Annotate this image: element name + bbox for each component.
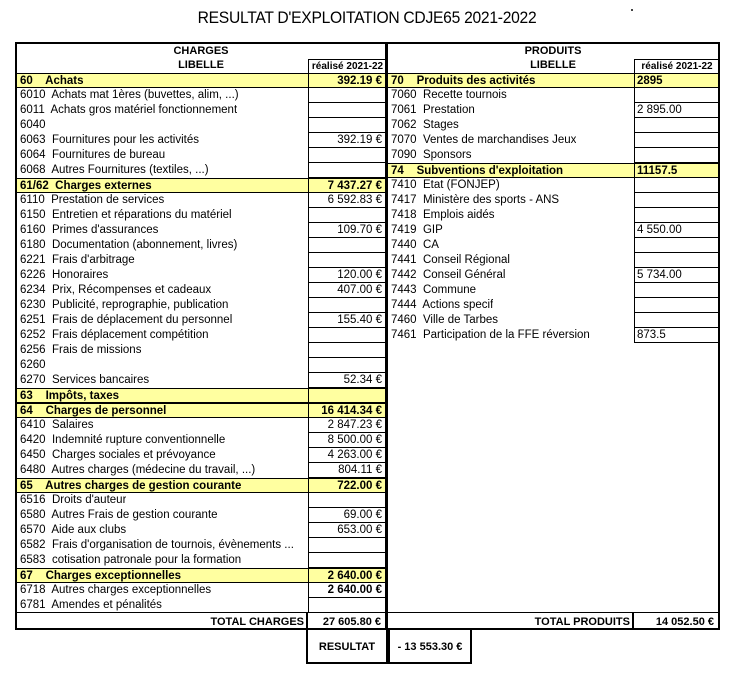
total-charges-value: 27 605.80 €	[306, 612, 387, 630]
charges-row-value: 155.40 €	[308, 313, 386, 328]
charges-category-row	[17, 178, 385, 193]
charges-row-value: 69.00 €	[308, 508, 386, 523]
charges-row-label: 6256 Frais de missions	[20, 344, 142, 356]
charges-table-row	[17, 208, 385, 223]
produits-row-value	[634, 253, 719, 268]
charges-row-value	[308, 358, 386, 373]
charges-table-row	[17, 253, 385, 268]
produits-row-value	[634, 88, 719, 103]
charges-row-label: 6011 Achats gros matériel fonctionnement	[20, 104, 238, 116]
charges-row-value	[308, 328, 386, 343]
charges-row-value	[308, 148, 386, 163]
charges-row-label: 6040	[20, 119, 46, 131]
produits-row-label: 74 Subventions d'exploitation	[391, 165, 564, 177]
charges-table-row	[17, 313, 385, 328]
produits-table-row	[388, 268, 718, 283]
produits-row-label: 7444 Actions specif	[391, 299, 494, 311]
produits-row-value	[634, 238, 719, 253]
charges-table-row	[17, 493, 385, 508]
charges-row-label: 6221 Frais d'arbitrage	[20, 254, 135, 266]
produits-category-row	[388, 163, 718, 178]
charges-table-row	[17, 553, 385, 568]
total-produits-label: TOTAL PRODUITS	[386, 612, 632, 630]
produits-row-label: 7090 Sponsors	[391, 149, 472, 161]
charges-row-label: 6010 Achats mat 1ères (buvettes, alim, ...)	[20, 89, 239, 101]
charges-table-row	[17, 448, 385, 463]
produits-table-row	[388, 133, 718, 148]
decorative-dot	[631, 9, 633, 11]
charges-row-label: 6781 Amendes et pénalités	[20, 599, 162, 611]
produits-row-value	[634, 313, 719, 328]
charges-header: CHARGES	[173, 45, 229, 57]
charges-category-row	[17, 388, 385, 403]
produits-row-value	[634, 148, 719, 163]
produits-table-row	[388, 283, 718, 298]
charges-row-value	[308, 493, 386, 508]
charges-table-row	[17, 358, 385, 373]
charges-row-value: 804.11 €	[308, 463, 386, 478]
produits-row-label: 7440 CA	[391, 239, 439, 251]
charges-row-value: 120.00 €	[308, 268, 386, 283]
charges-row-label: 6234 Prix, Récompenses et cadeaux	[20, 284, 212, 296]
charges-row-value	[308, 389, 386, 404]
produits-column-header: réalisé 2021-22	[634, 59, 719, 73]
charges-table-row	[17, 268, 385, 283]
charges-row-value	[308, 553, 386, 568]
charges-row-value: 7 437.27 €	[308, 179, 386, 194]
produits-row-value	[634, 193, 719, 208]
produits-table-row	[388, 298, 718, 313]
charges-category-row	[17, 478, 385, 493]
produits-table-row	[388, 178, 718, 193]
charges-table-row	[17, 148, 385, 163]
produits-row-value: 11157.5	[634, 164, 719, 179]
charges-row-label: 6580 Autres Frais de gestion courante	[20, 509, 218, 521]
charges-row-value	[308, 88, 386, 103]
charges-row-label: 6180 Documentation (abonnement, livres)	[20, 239, 238, 251]
produits-row-label: 7441 Conseil Régional	[391, 254, 510, 266]
charges-row-value	[308, 163, 386, 178]
charges-row-label: 6064 Fournitures de bureau	[20, 149, 166, 161]
charges-table-row	[17, 373, 385, 388]
charges-column-header: réalisé 2021-22	[308, 59, 386, 73]
charges-table-row	[17, 508, 385, 523]
charges-row-value	[308, 598, 386, 613]
produits-row-label: 7419 GIP	[391, 224, 443, 236]
charges-table-row	[17, 343, 385, 358]
charges-row-label: 6251 Frais de déplacement du personnel	[20, 314, 233, 326]
produits-rows	[388, 73, 718, 343]
produits-row-label: 7062 Stages	[391, 119, 459, 131]
charges-row-label: 6516 Droits d'auteur	[20, 494, 127, 506]
produits-row-value: 873.5	[634, 328, 719, 343]
charges-row-value	[308, 253, 386, 268]
produits-row-value	[634, 298, 719, 313]
charges-row-label: 64 Charges de personnel	[20, 405, 167, 417]
resultat-value: - 13 553.30 €	[388, 630, 472, 664]
charges-row-value: 52.34 €	[308, 373, 386, 388]
charges-row-value	[308, 238, 386, 253]
page-title: RESULTAT D'EXPLOITATION CDJE65 2021-2022	[197, 8, 537, 27]
charges-row-label: 6570 Aide aux clubs	[20, 524, 127, 536]
produits-row-value	[634, 283, 719, 298]
charges-rows	[17, 73, 385, 613]
produits-table-row	[388, 103, 718, 118]
charges-row-value: 6 592.83 €	[308, 193, 386, 208]
charges-row-value	[308, 103, 386, 118]
produits-row-label: 7442 Conseil Général	[391, 269, 506, 281]
produits-row-label: 7461 Participation de la FFE réversion	[391, 329, 590, 341]
charges-row-label: 6252 Frais déplacement compétition	[20, 329, 209, 341]
charges-category-row	[17, 73, 385, 88]
produits-row-value: 4 550.00	[634, 223, 719, 238]
charges-table-row	[17, 238, 385, 253]
charges-row-label: 6230 Publicité, reprographie, publication	[20, 299, 229, 311]
charges-row-label: 6150 Entretien et réparations du matériel	[20, 209, 232, 221]
produits-table-row	[388, 238, 718, 253]
charges-row-label: 6068 Autres Fournitures (textiles, ...)	[20, 164, 209, 176]
charges-row-label: 61/62 Charges externes	[20, 180, 152, 192]
charges-libelle-header: LIBELLE	[178, 59, 224, 71]
produits-table-row	[388, 328, 718, 343]
charges-table-row	[17, 433, 385, 448]
charges-category-row	[17, 403, 385, 418]
produits-row-value	[634, 118, 719, 133]
charges-table-row	[17, 523, 385, 538]
charges-category-row	[17, 568, 385, 583]
charges-row-value: 109.70 €	[308, 223, 386, 238]
charges-table-row	[17, 88, 385, 103]
charges-row-value: 392.19 €	[308, 133, 386, 148]
charges-table-row	[17, 193, 385, 208]
charges-row-label: 6270 Services bancaires	[20, 374, 150, 386]
charges-table-row	[17, 298, 385, 313]
produits-table-row	[388, 88, 718, 103]
produits-row-label: 7418 Emplois aidés	[391, 209, 495, 221]
charges-row-label: 6226 Honoraires	[20, 269, 109, 281]
charges-row-value: 653.00 €	[308, 523, 386, 538]
charges-row-value: 16 414.34 €	[308, 404, 386, 419]
produits-row-label: 7060 Recette tournois	[391, 89, 507, 101]
charges-row-label: 63 Impôts, taxes	[20, 390, 120, 402]
produits-row-label: 7443 Commune	[391, 284, 477, 296]
charges-row-label: 6410 Salaires	[20, 419, 94, 431]
produits-row-label: 7061 Prestation	[391, 104, 475, 116]
charges-table-row	[17, 163, 385, 178]
produits-table-row	[388, 118, 718, 133]
charges-row-value: 2 640.00 €	[308, 569, 386, 584]
produits-row-label: 7070 Ventes de marchandises Jeux	[391, 134, 577, 146]
produits-row-label: 7417 Ministère des sports - ANS	[391, 194, 560, 206]
charges-table-row	[17, 328, 385, 343]
charges-row-label: 6110 Prestation de services	[20, 194, 165, 206]
charges-row-label: 6160 Primes d'assurances	[20, 224, 159, 236]
produits-row-value: 5 734.00	[634, 268, 719, 283]
resultat-label: RESULTAT	[306, 630, 388, 664]
charges-row-label: 6450 Charges sociales et prévoyance	[20, 449, 216, 461]
charges-row-label: 6480 Autres charges (médecine du travail, ...)	[20, 464, 256, 476]
charges-table-row	[17, 223, 385, 238]
produits-category-row	[388, 73, 718, 88]
produits-table-row	[388, 253, 718, 268]
produits-row-label: 70 Produits des activités	[391, 75, 536, 87]
charges-table-row	[17, 598, 385, 613]
produits-table-row	[388, 208, 718, 223]
charges-row-value	[308, 118, 386, 133]
charges-row-value: 2 847.23 €	[308, 418, 386, 433]
charges-table-row	[17, 118, 385, 133]
produits-header: PRODUITS	[524, 45, 582, 57]
charges-row-value: 8 500.00 €	[308, 433, 386, 448]
produits-libelle-header: LIBELLE	[530, 59, 576, 71]
charges-row-label: 60 Achats	[20, 75, 84, 87]
charges-table	[15, 42, 387, 630]
produits-row-value	[634, 208, 719, 223]
charges-row-value: 2 640.00 €	[308, 583, 386, 598]
total-produits-value: 14 052.50 €	[632, 612, 720, 630]
charges-row-label: 6260	[20, 359, 46, 371]
produits-row-label: 7410 Etat (FONJEP)	[391, 179, 500, 191]
produits-row-value	[634, 133, 719, 148]
total-charges-label: TOTAL CHARGES	[15, 612, 308, 630]
charges-row-label: 6583 cotisation patronale pour la formation	[20, 554, 242, 566]
charges-row-label: 67 Charges exceptionnelles	[20, 570, 182, 582]
produits-table-row	[388, 148, 718, 163]
charges-row-value: 722.00 €	[308, 479, 386, 494]
charges-table-row	[17, 463, 385, 478]
charges-table-row	[17, 583, 385, 598]
produits-row-value: 2 895.00	[634, 103, 719, 118]
produits-table	[386, 42, 720, 630]
charges-row-label: 65 Autres charges de gestion courante	[20, 480, 242, 492]
charges-table-row	[17, 133, 385, 148]
charges-row-value	[308, 298, 386, 313]
charges-row-label: 6420 Indemnité rupture conventionnelle	[20, 434, 226, 446]
produits-table-row	[388, 193, 718, 208]
charges-row-value	[308, 538, 386, 553]
charges-table-row	[17, 538, 385, 553]
charges-row-value	[308, 343, 386, 358]
charges-table-row	[17, 103, 385, 118]
charges-table-row	[17, 418, 385, 433]
charges-row-value: 4 263.00 €	[308, 448, 386, 463]
charges-row-label: 6582 Frais d'organisation de tournois, évènements ...	[20, 539, 294, 551]
charges-row-label: 6718 Autres charges exceptionnelles	[20, 584, 212, 596]
produits-table-row	[388, 313, 718, 328]
charges-row-value: 392.19 €	[308, 74, 386, 89]
produits-row-value	[634, 178, 719, 193]
produits-row-value: 2895	[634, 74, 719, 89]
charges-row-value: 407.00 €	[308, 283, 386, 298]
produits-table-row	[388, 223, 718, 238]
charges-row-label: 6063 Fournitures pour les activités	[20, 134, 199, 146]
produits-row-label: 7460 Ville de Tarbes	[391, 314, 498, 326]
charges-table-row	[17, 283, 385, 298]
charges-row-value	[308, 208, 386, 223]
